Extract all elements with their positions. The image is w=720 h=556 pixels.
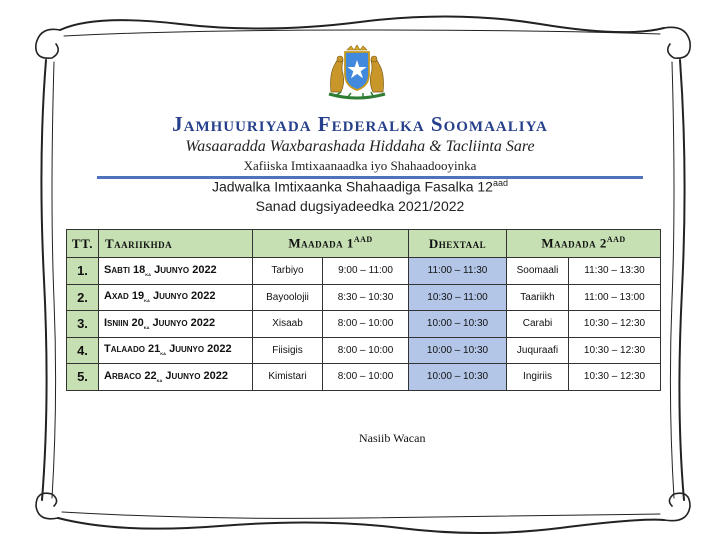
break-time: 10:00 – 10:30 — [409, 364, 507, 391]
subject2: Taariikh — [507, 284, 569, 311]
header-date: Taariikhda — [99, 230, 253, 258]
header-tt: TT. — [67, 230, 99, 258]
subject2-time: 10:30 – 12:30 — [569, 364, 661, 391]
table-row — [67, 311, 661, 338]
subject1: Xisaab — [253, 311, 323, 338]
subject1-time: 8:00 – 10:00 — [323, 364, 409, 391]
subject1-time: 8:00 – 10:00 — [323, 337, 409, 364]
exam-date: Arbaco $22_{ka}$ Juunyo 2022 — [99, 364, 253, 391]
exam-schedule-table — [66, 229, 661, 391]
subject2: Soomaali — [507, 258, 569, 285]
signoff-text: Nasiib Wacan — [359, 431, 426, 445]
exam-date: Axad $19_{ka}$ Juunyo 2022 — [99, 284, 253, 311]
subject2: Juquraafi — [507, 337, 569, 364]
table-row — [67, 337, 661, 364]
schedule-title: Jadwalka Imtixaanka Shahaadiga Fasalka $12^{aad}$ — [212, 178, 508, 195]
subject1-time: 8:30 – 10:30 — [323, 284, 409, 311]
country-title: Jamhuuriyada Federalka Soomaaliya — [172, 112, 548, 136]
school-year: Sanad dugsiyadeedka 2021/2022 — [255, 198, 465, 214]
break-time: 11:00 – 11:30 — [409, 258, 507, 285]
row-number: 2. — [67, 284, 99, 311]
subject2: Ingiriis — [507, 364, 569, 391]
subject2: Carabi — [507, 311, 569, 338]
subject2-time: 11:30 – 13:30 — [569, 258, 661, 285]
row-number: 4. — [67, 337, 99, 364]
row-number: 5. — [67, 364, 99, 391]
coat-of-arms-emblem — [321, 44, 393, 104]
subject1: Bayoolojii — [253, 284, 323, 311]
office-name: Xafiiska Imtixaanaadka iyo Shahaadooyinka — [243, 158, 477, 173]
table-row — [67, 258, 661, 285]
exam-date: Sabti $18_{ka}$ Juunyo 2022 — [99, 258, 253, 285]
subject1: Fiisigis — [253, 337, 323, 364]
break-time: 10:30 – 11:00 — [409, 284, 507, 311]
table-row — [67, 284, 661, 311]
subject1-time: 8:00 – 10:00 — [323, 311, 409, 338]
table-header-row — [67, 230, 661, 258]
header-subject1: Maadada $1^{AAD}$ — [253, 230, 409, 258]
header-subject2: Maadada $2^{AAD}$ — [507, 230, 661, 258]
break-time: 10:00 – 10:30 — [409, 337, 507, 364]
row-number: 3. — [67, 311, 99, 338]
subject1: Kimistari — [253, 364, 323, 391]
break-time: 10:00 – 10:30 — [409, 311, 507, 338]
subject1: Tarbiyo — [253, 258, 323, 285]
exam-date: Isniin $20_{ka}$ Juunyo 2022 — [99, 311, 253, 338]
header-break: Dhextaal — [409, 230, 507, 258]
row-number: 1. — [67, 258, 99, 285]
exam-date: Talaado $21_{ka}$ Juunyo 2022 — [99, 337, 253, 364]
ministry-name: Wasaaradda Waxbarashada Hiddaha & Tacliinta Sare — [185, 138, 535, 155]
subject2-time: 10:30 – 12:30 — [569, 337, 661, 364]
subject1-time: 9:00 – 11:00 — [323, 258, 409, 285]
subject2-time: 10:30 – 12:30 — [569, 311, 661, 338]
table-row — [67, 364, 661, 391]
subject2-time: 11:00 – 13:00 — [569, 284, 661, 311]
